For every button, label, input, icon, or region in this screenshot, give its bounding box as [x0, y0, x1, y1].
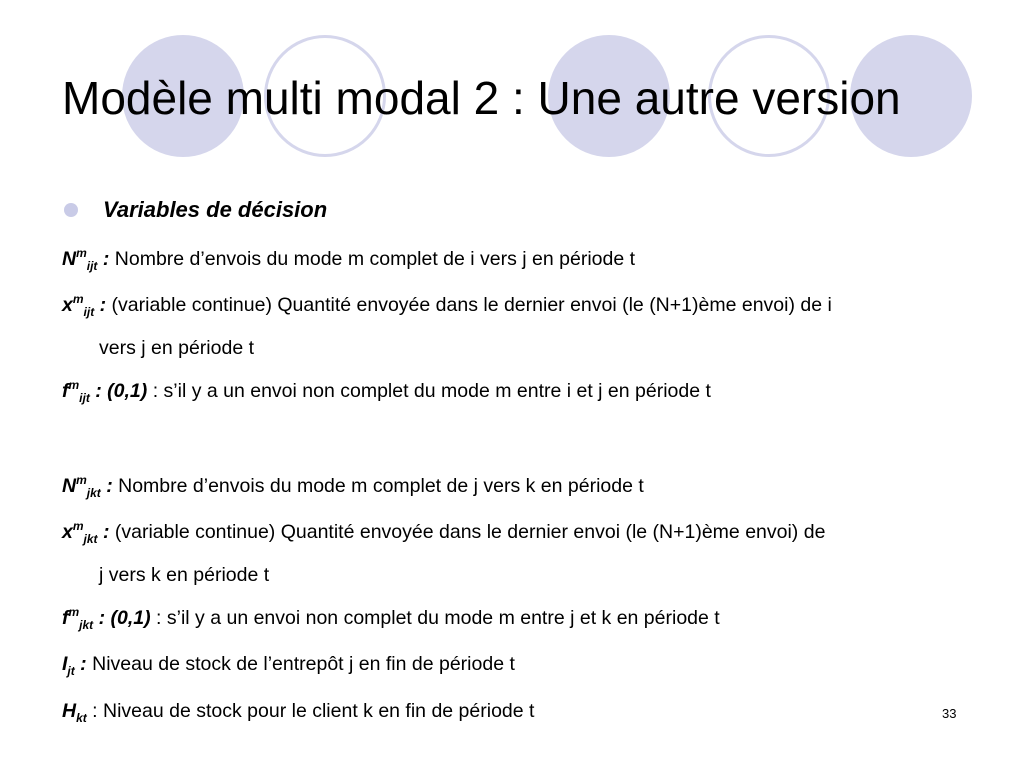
variable-definition [62, 597, 982, 640]
variable-definition [62, 511, 982, 597]
variable-definition [62, 238, 982, 281]
variable-definition [62, 284, 982, 370]
variable-symbol: $x^m_{ijt}$ : [62, 292, 107, 319]
variable-definition [62, 690, 982, 733]
variable-symbol: $H_{kt}$ [62, 700, 87, 725]
variable-symbol: $N^m_{jkt}$ : [62, 473, 113, 500]
variable-description: Niveau de stock de l’entrepôt j en fin de période t [86, 653, 515, 675]
variable-description: (variable continue) Quantité envoyée dans le dernier envoi (le (N+1)ème envoi) de i [106, 294, 832, 316]
variable-description: : s’il y a un envoi non complet du mode m entre i et j en période t [147, 380, 711, 402]
variable-definition [62, 643, 982, 686]
variable-definition [62, 370, 982, 413]
section-heading: Variables de décision [103, 197, 328, 222]
variable-symbol: $x^m_{jkt}$ : [62, 519, 110, 546]
variable-description-continued: vers j en période t [99, 337, 255, 359]
slide-title: Modèle multi modal 2 : Une autre version [62, 72, 901, 124]
variable-description: Nombre d’envois du mode m complet de j vers k en période t [112, 475, 644, 497]
variable-symbol: $f^m_{jkt}$ : (0,1) [62, 605, 151, 632]
variable-description-continued: j vers k en période t [99, 564, 270, 586]
variable-symbol: $N^m_{ijt}$ : [62, 246, 110, 273]
bullet-icon [64, 203, 78, 217]
variable-description: (variable continue) Quantité envoyée dans le dernier envoi (le (N+1)ème envoi) de [109, 521, 826, 543]
variable-description: : Niveau de stock pour le client k en fin de période t [86, 700, 535, 722]
variable-definition [62, 465, 982, 508]
variable-symbol: $I_{jt}$ : [62, 653, 87, 678]
variable-description: Nombre d’envois du mode m complet de i vers j en période t [109, 248, 636, 270]
variable-symbol: $f^m_{ijt}$ : (0,1) [62, 378, 148, 405]
variable-description: : s’il y a un envoi non complet du mode m entre j et k en période t [150, 607, 720, 629]
page-number: 33 [942, 706, 957, 721]
